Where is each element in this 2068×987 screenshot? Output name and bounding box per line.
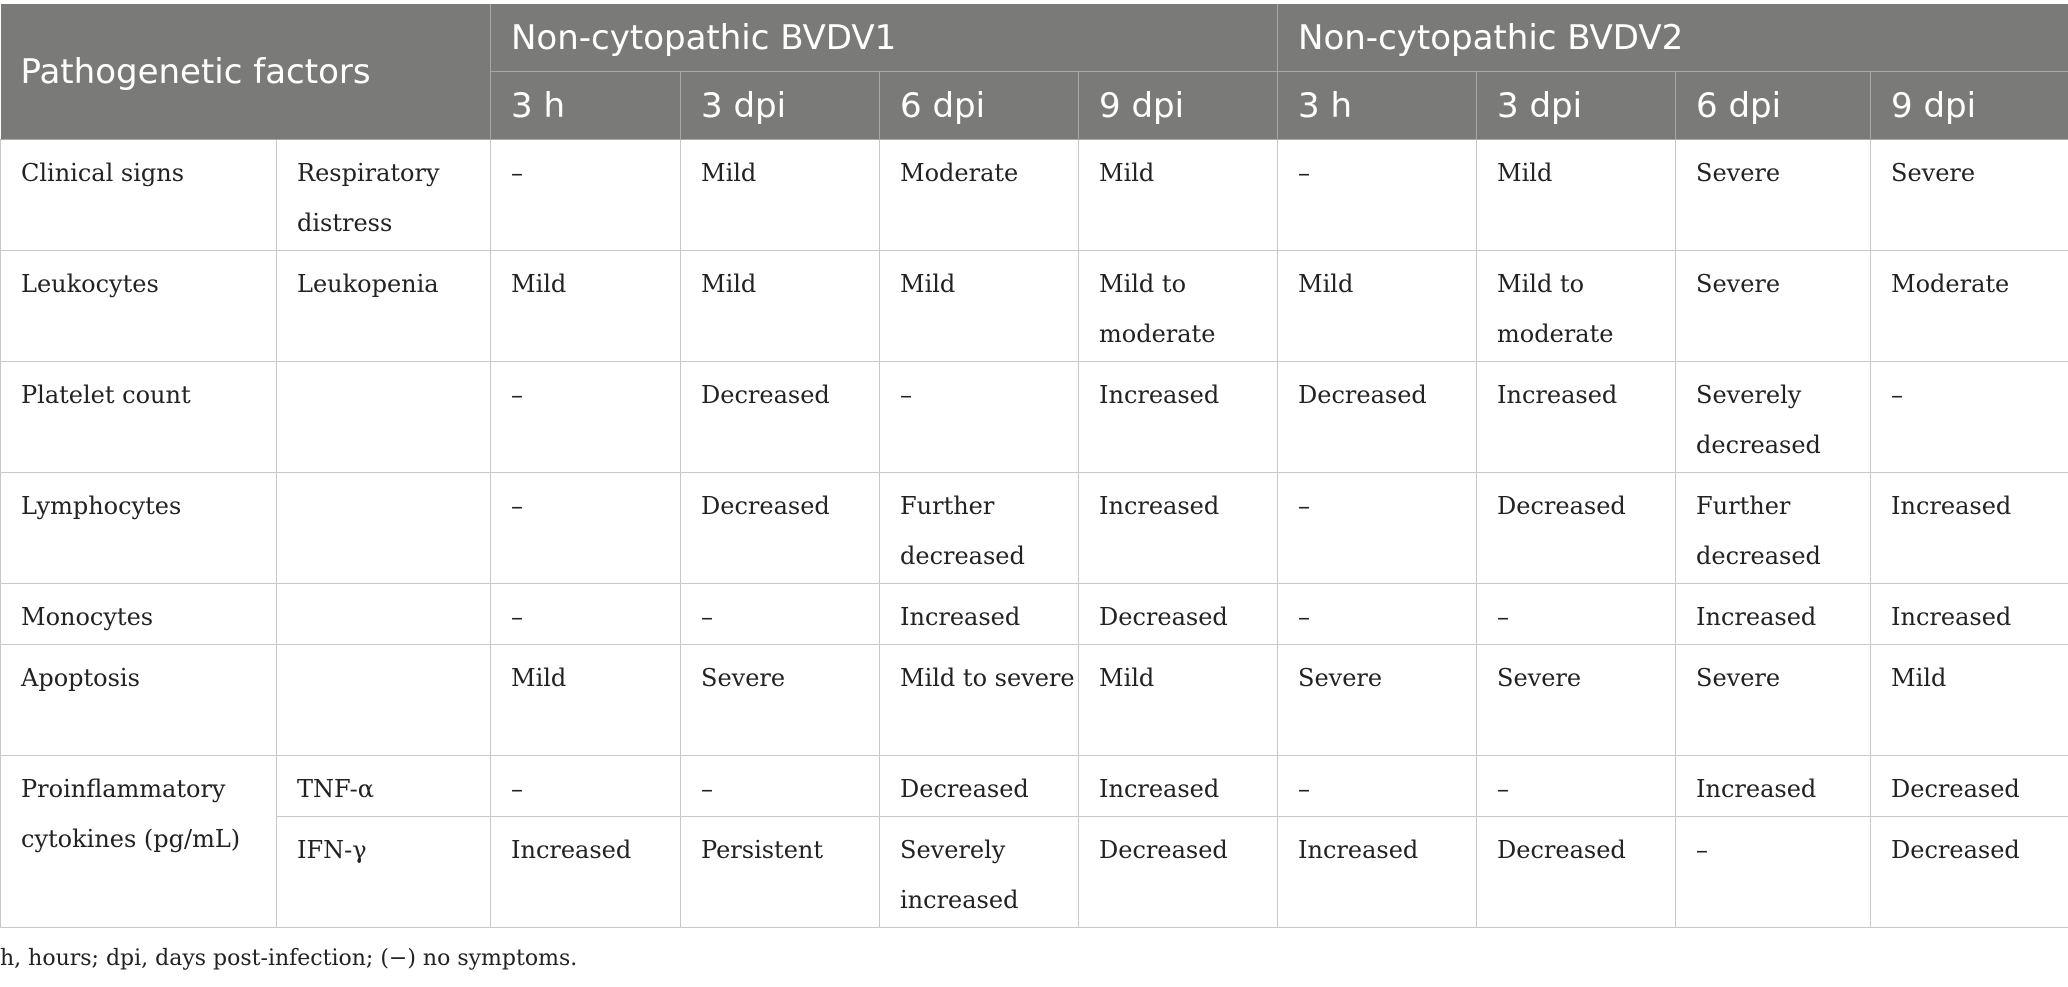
sub-factor-cell: TNF-α xyxy=(277,756,491,817)
value-cell: Mild xyxy=(681,140,880,251)
value-cell: Moderate xyxy=(880,140,1079,251)
value-cell: Increased xyxy=(491,817,681,928)
value-cell: Increased xyxy=(1079,473,1278,584)
table-row xyxy=(1,140,2068,251)
value-cell: Mild to moderate xyxy=(1079,251,1278,362)
value-cell: Increased xyxy=(1871,584,2068,645)
table-row xyxy=(1,817,2068,928)
value-cell: – xyxy=(1278,584,1477,645)
value-cell: – xyxy=(491,584,681,645)
sub-factor-cell: IFN-γ xyxy=(277,817,491,928)
header-timepoint: 6 dpi xyxy=(1676,72,1871,140)
header-timepoint: 3 h xyxy=(491,72,681,140)
header-row-groups xyxy=(1,4,2068,72)
value-cell: Severely decreased xyxy=(1676,362,1871,473)
sub-factor-cell xyxy=(277,362,491,473)
pathogenesis-table xyxy=(0,4,2068,928)
sub-factor-cell: Leukopenia xyxy=(277,251,491,362)
value-cell: – xyxy=(1477,584,1676,645)
sub-factor-cell xyxy=(277,645,491,756)
value-cell: Decreased xyxy=(681,473,880,584)
value-cell: Mild xyxy=(1871,645,2068,756)
value-cell: Decreased xyxy=(1871,817,2068,928)
factor-cell: Monocytes xyxy=(1,584,277,645)
value-cell: – xyxy=(681,584,880,645)
sub-factor-cell xyxy=(277,473,491,584)
value-cell: Increased xyxy=(1871,473,2068,584)
value-cell: Increased xyxy=(1676,756,1871,817)
value-cell: Severe xyxy=(1676,140,1871,251)
factor-cell: Apoptosis xyxy=(1,645,277,756)
table-row xyxy=(1,756,2068,817)
value-cell: Severe xyxy=(1871,140,2068,251)
value-cell: – xyxy=(491,140,681,251)
value-cell: Mild to severe xyxy=(880,645,1079,756)
value-cell: Severely increased xyxy=(880,817,1079,928)
value-cell: – xyxy=(1278,140,1477,251)
value-cell: – xyxy=(491,756,681,817)
value-cell: – xyxy=(1278,473,1477,584)
value-cell: – xyxy=(491,362,681,473)
value-cell: Mild xyxy=(1079,140,1278,251)
table-row xyxy=(1,584,2068,645)
value-cell: Mild xyxy=(1079,645,1278,756)
value-cell: Severe xyxy=(1676,645,1871,756)
sub-factor-cell xyxy=(277,584,491,645)
value-cell: – xyxy=(491,473,681,584)
sub-factor-cell: Respiratory distress xyxy=(277,140,491,251)
value-cell: Severe xyxy=(681,645,880,756)
value-cell: Increased xyxy=(880,584,1079,645)
value-cell: – xyxy=(1278,756,1477,817)
value-cell: Mild xyxy=(1477,140,1676,251)
value-cell: Decreased xyxy=(1871,756,2068,817)
value-cell: Decreased xyxy=(880,756,1079,817)
value-cell: Mild to moderate xyxy=(1477,251,1676,362)
value-cell: Further decreased xyxy=(880,473,1079,584)
value-cell: Persistent xyxy=(681,817,880,928)
value-cell: Decreased xyxy=(1477,473,1676,584)
factor-cell: Platelet count xyxy=(1,362,277,473)
header-timepoint: 9 dpi xyxy=(1871,72,2068,140)
table-row xyxy=(1,645,2068,756)
value-cell: Decreased xyxy=(1477,817,1676,928)
factor-cell: Proinflammatory cytokines (pg/mL) xyxy=(1,756,277,928)
factor-cell: Lymphocytes xyxy=(1,473,277,584)
value-cell: Increased xyxy=(1676,584,1871,645)
header-group-bvdv2: Non-cytopathic BVDV2 xyxy=(1278,4,2068,72)
value-cell: – xyxy=(681,756,880,817)
table-footnote: h, hours; dpi, days post-infection; (−) no symptoms. xyxy=(0,946,578,971)
value-cell: Decreased xyxy=(681,362,880,473)
header-timepoint: 3 h xyxy=(1278,72,1477,140)
factor-cell: Leukocytes xyxy=(1,251,277,362)
value-cell: Severe xyxy=(1676,251,1871,362)
table-row xyxy=(1,473,2068,584)
table-row xyxy=(1,362,2068,473)
table-container xyxy=(0,4,2068,928)
value-cell: Mild xyxy=(491,251,681,362)
value-cell: Moderate xyxy=(1871,251,2068,362)
header-group-bvdv1: Non-cytopathic BVDV1 xyxy=(491,4,1278,72)
value-cell: Increased xyxy=(1278,817,1477,928)
value-cell: Increased xyxy=(1079,362,1278,473)
header-timepoint: 9 dpi xyxy=(1079,72,1278,140)
value-cell: Decreased xyxy=(1278,362,1477,473)
value-cell: Severe xyxy=(1278,645,1477,756)
value-cell: Severe xyxy=(1477,645,1676,756)
value-cell: – xyxy=(1676,817,1871,928)
value-cell: – xyxy=(1477,756,1676,817)
value-cell: Mild xyxy=(880,251,1079,362)
value-cell: – xyxy=(1871,362,2068,473)
factor-cell: Clinical signs xyxy=(1,140,277,251)
header-timepoint: 3 dpi xyxy=(681,72,880,140)
header-pathogenetic-factors: Pathogenetic factors xyxy=(1,4,491,140)
value-cell: Mild xyxy=(491,645,681,756)
table-row xyxy=(1,251,2068,362)
value-cell: Mild xyxy=(1278,251,1477,362)
value-cell: Mild xyxy=(681,251,880,362)
value-cell: Increased xyxy=(1477,362,1676,473)
value-cell: Decreased xyxy=(1079,817,1278,928)
value-cell: Further decreased xyxy=(1676,473,1871,584)
header-timepoint: 6 dpi xyxy=(880,72,1079,140)
value-cell: – xyxy=(880,362,1079,473)
header-timepoint: 3 dpi xyxy=(1477,72,1676,140)
value-cell: Decreased xyxy=(1079,584,1278,645)
value-cell: Increased xyxy=(1079,756,1278,817)
